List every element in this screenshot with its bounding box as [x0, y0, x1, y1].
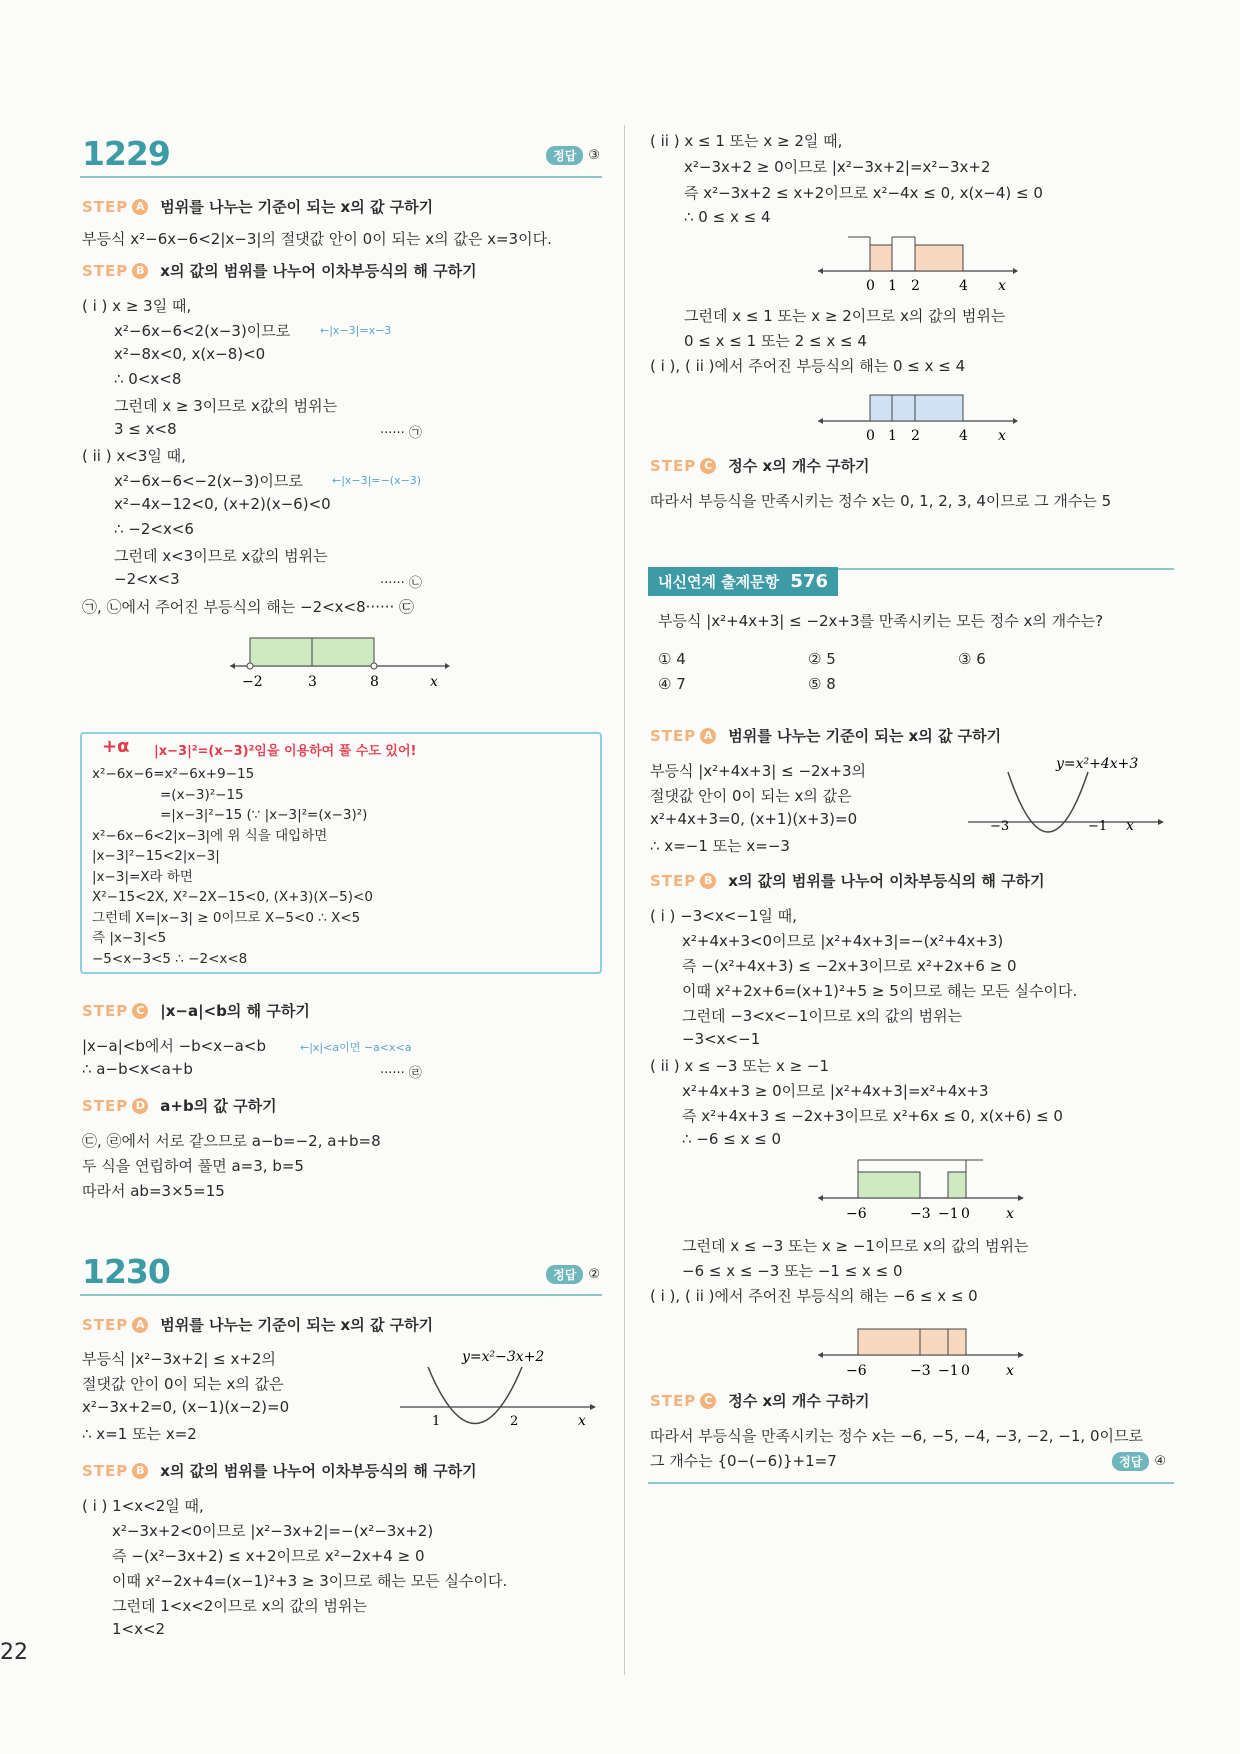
box-title-number: 576 — [790, 571, 828, 592]
problem-rule — [80, 1294, 602, 1296]
case-1-heading: ( i ) x ≥ 3일 때, — [82, 297, 192, 315]
combined-solution: ( i ), ( ii )에서 주어진 부등식의 해는 −6 ≤ x ≤ 0 — [650, 1287, 978, 1305]
step-tag: STEP — [82, 1461, 129, 1480]
tick-label: 3 — [308, 674, 317, 690]
step-title: a+b의 값 구하기 — [160, 1097, 277, 1115]
step-b-heading — [82, 260, 477, 281]
answer-badge-576 — [1112, 1452, 1166, 1471]
box-title-text: 내신연계 출제문항 — [658, 573, 780, 591]
choice: ⑤ 8 — [808, 675, 836, 693]
side-note: ←|x−3|=x−3 — [320, 324, 392, 337]
alpha-line: =|x−3|²−15 (∵ |x−3|²=(x−3)²) — [160, 807, 368, 823]
answer-label: 정답 — [546, 1265, 583, 1284]
step-title: x의 값의 범위를 나누어 이차부등식의 해 구하기 — [728, 872, 1045, 890]
answer-value: ③ — [588, 148, 600, 163]
case-2-line: 0 ≤ x ≤ 1 또는 2 ≤ x ≤ 4 — [684, 332, 867, 350]
tick-label: x — [1006, 1206, 1014, 1220]
alpha-line: =(x−3)²−15 — [160, 786, 244, 803]
step-badge: A — [132, 199, 148, 215]
step-title: 범위를 나누는 기준이 되는 x의 값 구하기 — [160, 1316, 434, 1334]
alpha-line: x²−6x−6=x²−6x+9−15 — [92, 766, 255, 782]
tick-label: x — [1006, 1363, 1014, 1377]
case-line: 그런데 x ≤ −3 또는 x ≥ −1이므로 x의 값의 범위는 — [682, 1237, 1029, 1255]
equation-mark: ······ ㉡ — [380, 576, 422, 591]
step-a-line: ∴ x=−1 또는 x=−3 — [650, 837, 790, 855]
tick-label: 0 — [961, 1363, 970, 1377]
related-question: 부등식 |x²+4x+3| ≤ −2x+3를 만족시키는 모든 정수 x의 개수는? — [658, 612, 1104, 630]
step-title: 범위를 나누는 기준이 되는 x의 값 구하기 — [728, 727, 1002, 745]
alpha-line: |x−3|=X라 하면 — [92, 868, 193, 885]
tick-label: 1 — [888, 278, 897, 293]
tick-label: 2 — [911, 428, 920, 443]
answer-value: ④ — [1154, 1454, 1166, 1469]
case-1-line: ∴ 0<x<8 — [114, 370, 182, 388]
step-title: 정수 x의 개수 구하기 — [728, 1392, 870, 1410]
side-note: ←|x|<a이면 −a<x<a — [300, 1041, 412, 1054]
case-2-heading: ( ii ) x<3일 때, — [82, 447, 186, 465]
case-line: −3<x<−1 — [682, 1030, 761, 1048]
alpha-line: |x−3|²−15<2|x−3| — [92, 848, 220, 864]
case-1-line: x²−6x−6<2(x−3)이므로 — [114, 322, 291, 340]
problem-rule — [80, 176, 602, 178]
step-d-line: 두 식을 연립하여 풀면 a=3, b=5 — [82, 1157, 304, 1175]
case-2-line: ∴ −2<x<6 — [114, 520, 194, 538]
tick-label: −6 — [846, 1363, 867, 1377]
step-tag: STEP — [82, 197, 129, 216]
page-number: 22 — [0, 1640, 28, 1665]
tick-label: −1 — [938, 1206, 959, 1220]
step-title: x의 값의 범위를 나누어 이차부등식의 해 구하기 — [160, 1462, 477, 1480]
choice: ① 4 — [658, 650, 686, 668]
alpha-title: |x−3|²=(x−3)²임을 이용하여 풀 수도 있어! — [154, 744, 417, 759]
step-d-heading — [82, 1095, 277, 1116]
combined-solution: ( i ), ( ii )에서 주어진 부등식의 해는 0 ≤ x ≤ 4 — [650, 357, 966, 375]
step-tag: STEP — [650, 456, 697, 475]
alpha-tab: +α — [102, 736, 130, 757]
step-badge: B — [700, 873, 716, 889]
alternative-solution-box — [80, 732, 602, 974]
step-c-text: 따라서 부등식을 만족시키는 정수 x는 0, 1, 2, 3, 4이므로 그 개수는 5 — [650, 492, 1112, 510]
number-line-576-2 — [818, 1315, 1028, 1377]
step-badge: B — [132, 1463, 148, 1479]
case-2-heading: ( ii ) x ≤ 1 또는 x ≥ 2일 때, — [650, 132, 843, 150]
problem-number-1230: 1230 — [82, 1252, 170, 1291]
tick-label: 0 — [961, 1206, 970, 1220]
choice: ② 5 — [808, 650, 836, 668]
answer-badge-1229 — [546, 146, 600, 165]
equation-mark: ······ ㉠ — [380, 426, 422, 441]
answer-label: 정답 — [546, 146, 583, 165]
related-problem-title — [648, 567, 838, 596]
step-badge: B — [132, 263, 148, 279]
answer-badge-1230 — [546, 1265, 600, 1284]
problem-number-1229: 1229 — [82, 134, 170, 173]
step-c-line: ∴ a−b<x<a+b — [82, 1060, 193, 1078]
tick-label: 2 — [510, 1414, 519, 1429]
graph-label: y=x²−3x+2 — [462, 1349, 545, 1365]
alpha-line: x²−6x−6<2|x−3|에 위 식을 대입하면 — [92, 827, 328, 844]
step-tag: STEP — [82, 1315, 129, 1334]
step-tag: STEP — [650, 726, 697, 745]
step-a-line: x²−3x+2=0, (x−1)(x−2)=0 — [82, 1398, 290, 1416]
step-a-heading — [82, 196, 433, 217]
step-a-line: 부등식 |x²+4x+3| ≤ −2x+3의 — [650, 762, 867, 780]
step-badge: C — [132, 1003, 148, 1019]
case-heading: ( i ) −3<x<−1일 때, — [650, 907, 797, 925]
tick-label: −1 — [1088, 819, 1108, 834]
step-title: 범위를 나누는 기준이 되는 x의 값 구하기 — [160, 198, 434, 216]
case-line: 1<x<2 — [112, 1620, 166, 1638]
tick-label: x — [430, 674, 438, 690]
case-line: x²+4x+3<0이므로 |x²+4x+3|=−(x²+4x+3) — [682, 932, 1004, 950]
number-line-1229 — [230, 630, 450, 690]
choice: ④ 7 — [658, 675, 686, 693]
step-badge: D — [132, 1098, 148, 1114]
step-badge: A — [132, 1317, 148, 1333]
step-a-line: x²+4x+3=0, (x+1)(x+3)=0 — [650, 810, 858, 828]
tick-label: 0 — [866, 278, 875, 293]
box-bottom-rule — [648, 1482, 1174, 1484]
step-b-heading — [650, 870, 1045, 891]
tick-label: 8 — [370, 674, 379, 690]
case-2-line: 즉 x²−3x+2 ≤ x+2이므로 x²−4x ≤ 0, x(x−4) ≤ 0 — [684, 184, 1043, 202]
tick-label: 4 — [959, 428, 968, 443]
case-2-line: x²−3x+2 ≥ 0이므로 |x²−3x+2|=x²−3x+2 — [684, 158, 991, 176]
case-heading: ( ii ) x ≤ −3 또는 x ≥ −1 — [650, 1057, 830, 1075]
step-badge: C — [700, 458, 716, 474]
tick-label: −1 — [938, 1363, 959, 1377]
case-line: 즉 −(x²−3x+2) ≤ x+2이므로 x²−2x+4 ≥ 0 — [112, 1547, 425, 1565]
tick-label: −6 — [846, 1206, 867, 1220]
step-badge: C — [700, 1393, 716, 1409]
equation-mark: ······ ㉣ — [380, 1066, 422, 1081]
choice: ③ 6 — [958, 650, 986, 668]
tick-label: x — [1126, 818, 1134, 834]
tick-label: 0 — [866, 428, 875, 443]
case-2-line: ∴ 0 ≤ x ≤ 4 — [684, 208, 771, 226]
tick-label: 1 — [888, 428, 897, 443]
alpha-line: 즉 |x−3|<5 — [92, 930, 167, 946]
tick-label: 1 — [432, 1414, 441, 1429]
step-c-line: |x−a|<b에서 −b<x−a<b — [82, 1037, 266, 1055]
number-line-cont-2 — [818, 385, 1018, 443]
step-c-heading — [82, 1000, 310, 1021]
tick-label: −3 — [910, 1363, 931, 1377]
case-line: 그런데 1<x<2이므로 x의 값의 범위는 — [112, 1597, 367, 1615]
step-d-line: 따라서 ab=3×5=15 — [82, 1182, 225, 1200]
step-tag: STEP — [82, 1096, 129, 1115]
case-line: 즉 −(x²+4x+3) ≤ −2x+3이므로 x²+2x+6 ≥ 0 — [682, 957, 1017, 975]
step-b-heading — [82, 1460, 477, 1481]
case-line: 즉 x²+4x+3 ≤ −2x+3이므로 x²+6x ≤ 0, x(x+6) ≤ 0 — [682, 1107, 1063, 1125]
case-1-line: 그런데 x ≥ 3이므로 x값의 범위는 — [114, 397, 338, 415]
combined-solution: ㉠, ㉡에서 주어진 부등식의 해는 −2<x<8······ ㉢ — [82, 598, 415, 616]
case-line: −6 ≤ x ≤ −3 또는 −1 ≤ x ≤ 0 — [682, 1262, 903, 1280]
step-a-line: 부등식 |x²−3x+2| ≤ x+2의 — [82, 1350, 276, 1368]
case-1-line: 3 ≤ x<8 — [114, 420, 177, 438]
step-a-line: 절댓값 안이 0이 되는 x의 값은 — [82, 1375, 284, 1393]
alpha-line: −5<x−3<5 ∴ −2<x<8 — [92, 950, 248, 967]
alpha-line: 그런데 X=|x−3| ≥ 0이므로 X−5<0 ∴ X<5 — [92, 909, 361, 926]
column-divider — [624, 125, 625, 1675]
step-c-heading — [650, 455, 870, 476]
step-title: |x−a|<b의 해 구하기 — [160, 1002, 310, 1020]
case-line: 이때 x²+2x+6=(x+1)²+5 ≥ 5이므로 해는 모든 실수이다. — [682, 982, 1078, 1000]
step-c-line: 그 개수는 {0−(−6)}+1=7 — [650, 1452, 837, 1470]
number-line-cont-1 — [818, 235, 1018, 293]
parabola-graph-1230 — [400, 1345, 600, 1440]
case-2-line: x²−4x−12<0, (x+2)(x−6)<0 — [114, 495, 331, 513]
step-a-heading — [82, 1314, 433, 1335]
case-1-line: x²−8x<0, x(x−8)<0 — [114, 345, 266, 363]
case-line: 이때 x²−2x+4=(x−1)²+3 ≥ 3이므로 해는 모든 실수이다. — [112, 1572, 508, 1590]
step-badge: A — [700, 728, 716, 744]
step-title: 정수 x의 개수 구하기 — [728, 457, 870, 475]
tick-label: x — [998, 278, 1006, 293]
case-line: x²+4x+3 ≥ 0이므로 |x²+4x+3|=x²+4x+3 — [682, 1082, 989, 1100]
parabola-graph-576 — [968, 752, 1174, 852]
case-line: 그런데 −3<x<−1이므로 x의 값의 범위는 — [682, 1007, 963, 1025]
tick-label: x — [578, 1413, 586, 1429]
step-a-text: 부등식 x²−6x−6<2|x−3|의 절댓값 안이 0이 되는 x의 값은 x=3이다. — [82, 230, 552, 248]
graph-label: y=x²+4x+3 — [1056, 756, 1139, 772]
step-tag: STEP — [650, 871, 697, 890]
step-c-heading — [650, 1390, 870, 1411]
step-d-line: ㉢, ㉣에서 서로 같으므로 a−b=−2, a+b=8 — [82, 1132, 381, 1150]
alpha-lines — [92, 764, 373, 969]
tick-label: 4 — [959, 278, 968, 293]
case-2-line: 그런데 x<3이므로 x값의 범위는 — [114, 547, 328, 565]
tick-label: −3 — [990, 819, 1010, 834]
case-line: x²−3x+2<0이므로 |x²−3x+2|=−(x²−3x+2) — [112, 1522, 434, 1540]
number-line-576-1 — [818, 1158, 1028, 1220]
step-tag: STEP — [82, 1001, 129, 1020]
tick-label: 2 — [911, 278, 920, 293]
step-a-line: ∴ x=1 또는 x=2 — [82, 1425, 197, 1443]
tick-label: −2 — [242, 674, 263, 690]
tick-label: −3 — [910, 1206, 931, 1220]
case-line: ∴ −6 ≤ x ≤ 0 — [682, 1130, 782, 1148]
side-note: ←|x−3|=−(x−3) — [332, 474, 422, 487]
step-c-line: 따라서 부등식을 만족시키는 정수 x는 −6, −5, −4, −3, −2, −1, 0이므로 — [650, 1427, 1143, 1445]
step-tag: STEP — [650, 1391, 697, 1410]
answer-value: ② — [588, 1267, 600, 1282]
case-2-line: x²−6x−6<−2(x−3)이므로 — [114, 472, 303, 490]
case-heading: ( i ) 1<x<2일 때, — [82, 1497, 204, 1515]
alpha-line: X²−15<2X, X²−2X−15<0, (X+3)(X−5)<0 — [92, 889, 373, 905]
step-a-line: 절댓값 안이 0이 되는 x의 값은 — [650, 787, 852, 805]
answer-label: 정답 — [1112, 1452, 1149, 1471]
step-title: x의 값의 범위를 나누어 이차부등식의 해 구하기 — [160, 262, 477, 280]
tick-label: x — [998, 428, 1006, 443]
case-2-line: 그런데 x ≤ 1 또는 x ≥ 2이므로 x의 값의 범위는 — [684, 307, 1006, 325]
step-tag: STEP — [82, 261, 129, 280]
step-a-heading — [650, 725, 1001, 746]
case-2-line: −2<x<3 — [114, 570, 180, 588]
